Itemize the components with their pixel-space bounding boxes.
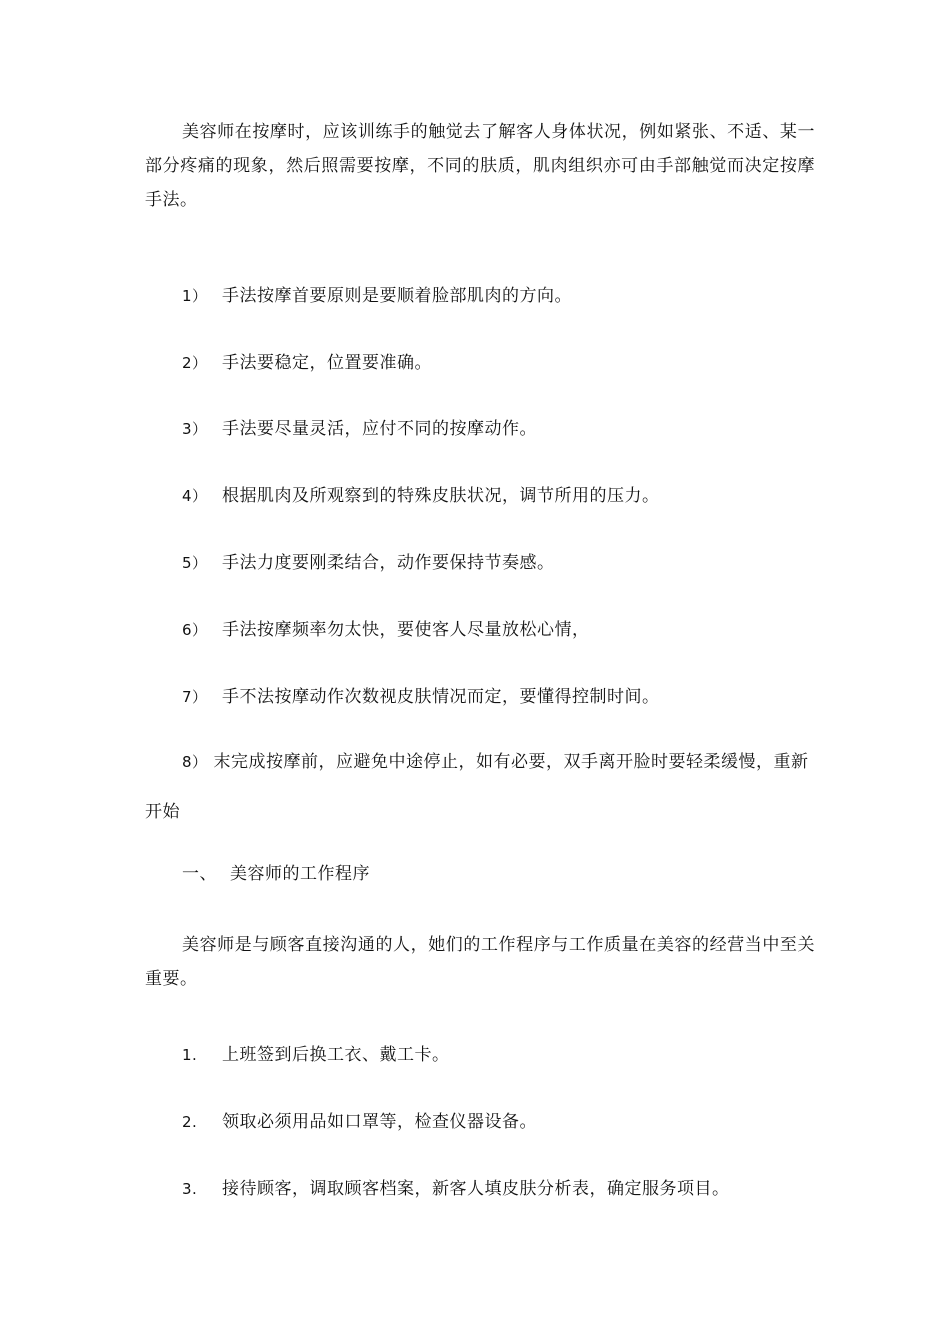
list-item-text: 末完成按摩前，应避免中途停止，如有必要，双手离开脸时要轻柔缓慢，重新开始 xyxy=(145,752,809,822)
list-item xyxy=(182,284,822,308)
list-item-number: 8） xyxy=(182,753,208,771)
list-item-number: 3. xyxy=(182,1180,198,1198)
intro-paragraph: 美容师在按摩时，应该训练手的触觉去了解客人身体状况，例如紧张、不适、某一部分疼痛的现象，然后照需要按摩，不同的肤质，肌肉组织亦可由手部触觉而决定按摩手法。 xyxy=(145,122,815,210)
list-item-text: 接待顾客，调取顾客档案，新客人填皮肤分析表，确定服务项目。 xyxy=(222,1179,730,1199)
list-item-text: 根据肌肉及所观察到的特殊皮肤状况，调节所用的压力。 xyxy=(222,486,660,506)
section-heading-number: 一、 xyxy=(182,864,217,884)
list-item-number: 6） xyxy=(182,621,208,639)
list-item xyxy=(182,685,822,709)
list-item-number: 5） xyxy=(182,554,208,572)
list-item xyxy=(182,351,822,375)
list-item xyxy=(182,484,822,508)
list-item-text: 领取必须用品如口罩等，检查仪器设备。 xyxy=(222,1112,537,1132)
list-item xyxy=(145,737,815,837)
list-item-number: 2. xyxy=(182,1113,198,1131)
list-item-text: 手不法按摩动作次数视皮肤情况而定，要懂得控制时间。 xyxy=(222,687,660,707)
list-item-number: 3） xyxy=(182,420,208,438)
list-item xyxy=(182,618,822,642)
list-item xyxy=(182,1043,822,1067)
list-item xyxy=(182,1177,822,1201)
list-item xyxy=(182,1110,822,1134)
list-item-number: 1. xyxy=(182,1046,198,1064)
list-item-text: 上班签到后换工衣、戴工卡。 xyxy=(222,1045,450,1065)
section-intro-paragraph: 美容师是与顾客直接沟通的人，她们的工作程序与工作质量在美容的经营当中至关重要。 xyxy=(145,935,815,989)
section-heading-title: 美容师的工作程序 xyxy=(230,864,370,884)
list-item-text: 手法按摩首要原则是要顺着脸部肌肉的方向。 xyxy=(222,286,572,306)
list-item-text: 手法要尽量灵活，应付不同的按摩动作。 xyxy=(222,419,537,439)
list-item-number: 4） xyxy=(182,487,208,505)
list-item-text: 手法力度要刚柔结合，动作要保持节奏感。 xyxy=(222,553,555,573)
list-item-text: 手法按摩频率勿太快，要使客人尽量放松心情， xyxy=(222,620,590,640)
list-item-number: 1） xyxy=(182,287,208,305)
list-item-number: 7） xyxy=(182,688,208,706)
list-item xyxy=(182,417,822,441)
list-item-text: 手法要稳定，位置要准确。 xyxy=(222,353,432,373)
list-item-number: 2） xyxy=(182,354,208,372)
list-item xyxy=(182,551,822,575)
section-heading xyxy=(182,862,370,886)
